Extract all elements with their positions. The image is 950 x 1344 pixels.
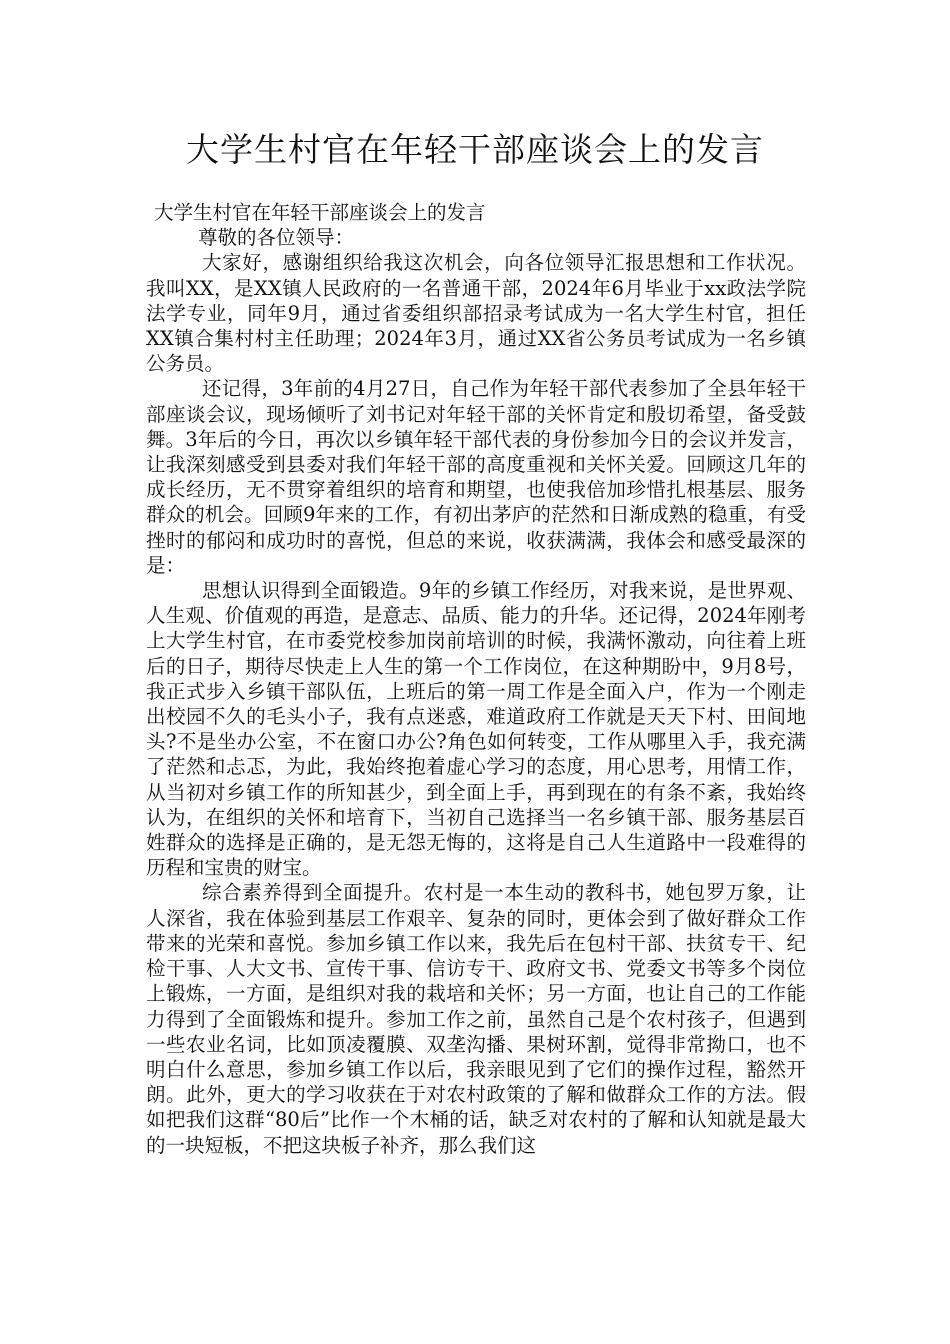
document-title: 大学生村官在年轻干部座谈会上的发言 [186, 130, 764, 169]
document-subtitle: 大学生村官在年轻干部座谈会上的发言 [154, 201, 486, 224]
document-body [146, 200, 806, 1158]
paragraph-recollection: 还记得，3年前的4月27日，自己作为年轻干部代表参加了全县年轻干部座谈会议，现场倾听了刘书记对年轻干部的关怀肯定和殷切希望，备受鼓舞。3年后的今日，再次以乡镇年轻干部代表的身份参加今日的会议并发言，让我深刻感受到县委对我们年轻干部的高度重视和关怀关爱。回顾这几年的成长经历，无不贯穿着组织的培育和期望，也使我倍加珍惜扎根基层、服务群众的机会。回顾9年来的工作，有初出茅庐的茫然和日渐成熟的稳重，有受挫时的郁闷和成功时的喜悦，但总的来说，收获满满，我体会和感受最深的是： [146, 377, 806, 577]
paragraph-qualities: 综合素养得到全面提升。农村是一本生动的教科书，她包罗万象，让人深省，我在体验到基层工作艰辛、复杂的同时，更体会到了做好群众工作带来的光荣和喜悦。参加乡镇工作以来，我先后在包村干部、扶贫专干、纪检干事、人大文书、宣传干事、信访专干、政府文书、党委文书等多个岗位上锻炼，一方面，是组织对我的栽培和关怀；另一方面，也让自己的工作能力得到了全面锻炼和提升。参加工作之前，虽然自己是个农村孩子，但遇到一些农业名词，比如顶凌覆膜、双垄沟播、果树环割，觉得非常拗口，也不明白什么意思，参加乡镇工作以后，我亲眼见到了它们的操作过程，豁然开朗。此外，更大的学习收获在于对农村政策的了解和做群众工作的方法。假如把我们这群“80后”比作一个木桶的话，缺乏对农村的了解和认知就是最大的一块短板，不把这块板子补齐，那么我们这 [146, 881, 806, 1157]
paragraph-thinking: 思想认识得到全面锻造。9年的乡镇工作经历，对我来说，是世界观、人生观、价值观的再造，是意志、品质、能力的升华。还记得，2024年刚考上大学生村官，在市委党校参加岗前培训的时候，我满怀激动，向往着上班后的日子，期待尽快走上人生的第一个工作岗位，在这种期盼中，9月8号，我正式步入乡镇干部队伍，上班后的第一周工作是全面入户，作为一个刚走出校园不久的毛头小子，我有点迷惑，难道政府工作就是天天下村、田间地头?不是坐办公室，不在窗口办公?角色如何转变，工作从哪里入手，我充满了茫然和忐忑，为此，我始终抱着虚心学习的态度，用心思考，用情工作，从当初对乡镇工作的所知甚少，到全面上手，再到现在的有条不紊，我始终认为，在组织的关怀和培育下，当初自己选择当一名乡镇干部、服务基层百姓群众的选择是正确的，是无怨无悔的，这将是自己人生道路中一段难得的历程和宝贵的财宝。 [146, 579, 806, 880]
paragraph-intro: 大家好，感谢组织给我这次机会，向各位领导汇报思想和工作状况。我叫XX，是XX镇人民政府的一名普通干部，2024年6月毕业于xx政法学院法学专业，同年9月，通过省委组织部招录考试成为一名大学生村官，担任XX镇合集村村主任助理；2024年3月，通过XX省公务员考试成为一名乡镇公务员。 [146, 251, 806, 376]
salutation: 尊敬的各位领导： [198, 226, 355, 250]
